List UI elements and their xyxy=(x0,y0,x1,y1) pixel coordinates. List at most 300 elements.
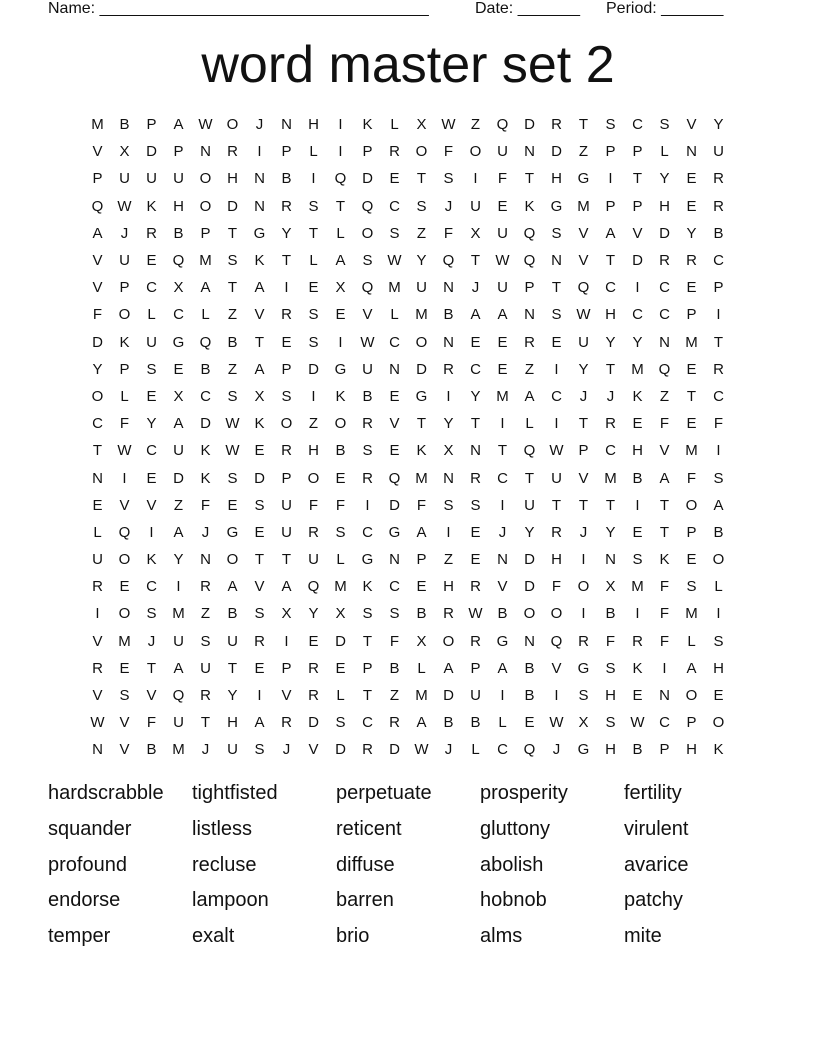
grid-letter[interactable]: G xyxy=(577,659,590,677)
grid-letter[interactable]: Y xyxy=(227,687,238,705)
grid-letter[interactable]: R xyxy=(200,687,211,705)
grid-letter[interactable]: F xyxy=(119,415,130,433)
grid-letter[interactable]: R xyxy=(443,360,454,378)
grid-letter[interactable]: F xyxy=(416,496,427,514)
grid-letter[interactable]: P xyxy=(281,143,292,161)
grid-letter[interactable]: A xyxy=(497,306,508,324)
grid-letter[interactable]: I xyxy=(554,687,559,705)
grid-letter[interactable]: X xyxy=(173,279,184,297)
grid-letter[interactable]: I xyxy=(122,469,127,487)
grid-letter[interactable]: X xyxy=(416,632,427,650)
grid-letter[interactable]: E xyxy=(470,523,481,541)
grid-letter[interactable]: W xyxy=(414,741,429,759)
grid-letter[interactable]: A xyxy=(92,224,103,242)
grid-letter[interactable]: R xyxy=(578,632,589,650)
grid-letter[interactable]: N xyxy=(551,252,562,270)
grid-letter[interactable]: T xyxy=(659,496,670,514)
grid-letter[interactable]: T xyxy=(551,496,562,514)
grid-letter[interactable]: A xyxy=(173,523,184,541)
grid-letter[interactable]: E xyxy=(686,279,697,297)
grid-letter[interactable]: B xyxy=(362,387,373,405)
grid-letter[interactable]: I xyxy=(95,605,100,623)
grid-letter[interactable]: O xyxy=(199,197,212,215)
grid-letter[interactable]: V xyxy=(92,252,103,270)
grid-letter[interactable]: Y xyxy=(146,415,157,433)
grid-letter[interactable]: D xyxy=(524,551,535,569)
grid-letter[interactable]: V xyxy=(146,496,157,514)
grid-letter[interactable]: E xyxy=(551,333,562,351)
grid-letter[interactable]: S xyxy=(551,306,562,324)
grid-letter[interactable]: J xyxy=(444,197,453,215)
grid-letter[interactable]: J xyxy=(255,116,264,134)
grid-letter[interactable]: M xyxy=(334,578,347,596)
grid-letter[interactable]: K xyxy=(524,197,535,215)
grid-letter[interactable]: B xyxy=(227,605,238,623)
grid-letter[interactable]: P xyxy=(281,469,292,487)
grid-letter[interactable]: O xyxy=(199,170,212,188)
grid-letter[interactable]: G xyxy=(415,387,428,405)
grid-letter[interactable]: U xyxy=(551,469,562,487)
grid-letter[interactable]: F xyxy=(686,469,697,487)
grid-letter[interactable]: M xyxy=(577,197,590,215)
grid-letter[interactable]: U xyxy=(497,279,508,297)
grid-letter[interactable]: S xyxy=(470,496,481,514)
grid-letter[interactable]: V xyxy=(92,632,103,650)
grid-letter[interactable]: E xyxy=(308,279,319,297)
grid-letter[interactable]: J xyxy=(552,741,561,759)
grid-letter[interactable]: R xyxy=(227,143,238,161)
grid-letter[interactable]: F xyxy=(713,415,724,433)
grid-letter[interactable]: E xyxy=(146,469,157,487)
grid-letter[interactable]: R xyxy=(713,360,724,378)
grid-letter[interactable]: N xyxy=(92,741,103,759)
grid-letter[interactable]: E xyxy=(497,197,508,215)
grid-letter[interactable]: N xyxy=(389,360,400,378)
grid-letter[interactable]: V xyxy=(92,687,103,705)
grid-letter[interactable]: U xyxy=(200,659,211,677)
grid-letter[interactable]: E xyxy=(524,714,535,732)
grid-letter[interactable]: T xyxy=(605,496,616,514)
grid-letter[interactable]: Q xyxy=(523,442,536,460)
grid-letter[interactable]: X xyxy=(470,224,481,242)
grid-letter[interactable]: S xyxy=(713,632,724,650)
grid-letter[interactable]: E xyxy=(686,551,697,569)
grid-letter[interactable]: K xyxy=(335,387,346,405)
grid-letter[interactable]: K xyxy=(200,469,211,487)
grid-letter[interactable]: H xyxy=(605,687,616,705)
grid-letter[interactable]: W xyxy=(387,252,402,270)
grid-letter[interactable]: G xyxy=(361,551,374,569)
grid-letter[interactable]: T xyxy=(92,442,103,460)
grid-letter[interactable]: P xyxy=(686,523,697,541)
grid-letter[interactable]: G xyxy=(253,224,266,242)
grid-letter[interactable]: A xyxy=(470,306,481,324)
grid-letter[interactable]: E xyxy=(713,687,724,705)
grid-letter[interactable]: O xyxy=(523,605,536,623)
grid-letter[interactable]: F xyxy=(551,578,562,596)
grid-letter[interactable]: A xyxy=(173,415,184,433)
grid-letter[interactable]: B xyxy=(470,714,481,732)
grid-letter[interactable]: H xyxy=(605,741,616,759)
grid-letter[interactable]: C xyxy=(659,306,670,324)
grid-letter[interactable]: R xyxy=(632,632,643,650)
grid-letter[interactable]: T xyxy=(578,415,589,433)
grid-letter[interactable]: L xyxy=(336,687,345,705)
grid-letter[interactable]: L xyxy=(687,632,696,650)
grid-letter[interactable]: B xyxy=(389,659,400,677)
grid-letter[interactable]: D xyxy=(173,469,184,487)
grid-letter[interactable]: R xyxy=(254,632,265,650)
grid-letter[interactable]: M xyxy=(172,605,185,623)
grid-letter[interactable]: Z xyxy=(416,224,427,242)
grid-letter[interactable]: G xyxy=(388,523,401,541)
grid-letter[interactable]: A xyxy=(254,279,265,297)
grid-letter[interactable]: S xyxy=(605,116,616,134)
grid-letter[interactable]: R xyxy=(470,469,481,487)
grid-letter[interactable]: B xyxy=(497,605,508,623)
grid-letter[interactable]: I xyxy=(581,551,586,569)
grid-letter[interactable]: S xyxy=(686,578,697,596)
grid-letter[interactable]: E xyxy=(92,496,103,514)
grid-letter[interactable]: X xyxy=(416,116,427,134)
grid-letter[interactable]: L xyxy=(471,741,480,759)
grid-letter[interactable]: K xyxy=(362,578,373,596)
grid-letter[interactable]: H xyxy=(308,116,319,134)
grid-letter[interactable]: C xyxy=(146,442,157,460)
grid-letter[interactable]: J xyxy=(201,741,210,759)
grid-letter[interactable]: E xyxy=(632,415,643,433)
grid-letter[interactable]: U xyxy=(470,687,481,705)
grid-letter[interactable]: Q xyxy=(523,741,536,759)
grid-letter[interactable]: Q xyxy=(523,252,536,270)
grid-letter[interactable]: X xyxy=(173,387,184,405)
grid-letter[interactable]: O xyxy=(118,605,131,623)
grid-letter[interactable]: E xyxy=(173,360,184,378)
grid-letter[interactable]: U xyxy=(119,252,130,270)
grid-letter[interactable]: M xyxy=(685,333,698,351)
grid-letter[interactable]: B xyxy=(524,659,535,677)
grid-letter[interactable]: N xyxy=(470,442,481,460)
grid-letter[interactable]: U xyxy=(173,714,184,732)
grid-letter[interactable]: W xyxy=(90,714,105,732)
grid-letter[interactable]: M xyxy=(388,279,401,297)
grid-letter[interactable]: C xyxy=(389,197,400,215)
grid-letter[interactable]: T xyxy=(362,687,373,705)
grid-letter[interactable]: R xyxy=(605,415,616,433)
grid-letter[interactable]: U xyxy=(524,496,535,514)
grid-letter[interactable]: V xyxy=(308,741,319,759)
grid-letter[interactable]: L xyxy=(309,252,318,270)
grid-letter[interactable]: Z xyxy=(443,551,454,569)
grid-letter[interactable]: N xyxy=(659,687,670,705)
grid-letter[interactable]: B xyxy=(632,741,643,759)
grid-letter[interactable]: O xyxy=(280,415,293,433)
grid-letter[interactable]: R xyxy=(362,741,373,759)
grid-letter[interactable]: I xyxy=(446,523,451,541)
grid-letter[interactable]: U xyxy=(416,279,427,297)
grid-letter[interactable]: F xyxy=(659,632,670,650)
grid-letter[interactable]: U xyxy=(227,632,238,650)
grid-letter[interactable]: N xyxy=(92,469,103,487)
grid-letter[interactable]: P xyxy=(686,306,697,324)
period-field[interactable]: Period: _______ xyxy=(606,0,724,17)
grid-letter[interactable]: M xyxy=(172,741,185,759)
grid-letter[interactable]: V xyxy=(92,279,103,297)
grid-letter[interactable]: T xyxy=(605,252,616,270)
grid-letter[interactable]: O xyxy=(712,551,725,569)
grid-letter[interactable]: J xyxy=(147,632,156,650)
grid-letter[interactable]: Q xyxy=(442,252,455,270)
grid-letter[interactable]: T xyxy=(146,659,157,677)
grid-letter[interactable]: H xyxy=(308,442,319,460)
grid-letter[interactable]: S xyxy=(578,687,589,705)
grid-letter[interactable]: D xyxy=(551,143,562,161)
grid-letter[interactable]: Q xyxy=(172,252,185,270)
grid-letter[interactable]: E xyxy=(389,387,400,405)
grid-letter[interactable]: U xyxy=(146,170,157,188)
grid-letter[interactable]: S xyxy=(443,170,454,188)
grid-letter[interactable]: S xyxy=(389,605,400,623)
grid-letter[interactable]: E xyxy=(470,551,481,569)
grid-letter[interactable]: C xyxy=(632,116,643,134)
grid-letter[interactable]: U xyxy=(578,333,589,351)
grid-letter[interactable]: T xyxy=(578,116,589,134)
grid-letter[interactable]: R xyxy=(443,605,454,623)
grid-letter[interactable]: A xyxy=(659,469,670,487)
grid-letter[interactable]: L xyxy=(525,415,534,433)
grid-letter[interactable]: R xyxy=(146,224,157,242)
grid-letter[interactable]: B xyxy=(227,333,238,351)
grid-letter[interactable]: G xyxy=(226,523,239,541)
name-field[interactable]: Name: _____________________________________ xyxy=(48,0,429,17)
grid-letter[interactable]: S xyxy=(362,442,373,460)
grid-letter[interactable]: T xyxy=(578,496,589,514)
grid-letter[interactable]: X xyxy=(335,605,346,623)
grid-letter[interactable]: Q xyxy=(118,523,131,541)
grid-letter[interactable]: N xyxy=(389,551,400,569)
grid-letter[interactable]: S xyxy=(200,632,211,650)
grid-letter[interactable]: F xyxy=(146,714,157,732)
grid-letter[interactable]: C xyxy=(497,469,508,487)
grid-letter[interactable]: S xyxy=(146,605,157,623)
grid-letter[interactable]: Y xyxy=(713,116,724,134)
grid-letter[interactable]: T xyxy=(254,551,265,569)
grid-letter[interactable]: I xyxy=(554,415,559,433)
grid-letter[interactable]: P xyxy=(605,197,616,215)
grid-letter[interactable]: S xyxy=(254,496,265,514)
grid-letter[interactable]: G xyxy=(496,632,509,650)
grid-letter[interactable]: S xyxy=(362,605,373,623)
grid-letter[interactable]: W xyxy=(198,116,213,134)
grid-letter[interactable]: F xyxy=(389,632,400,650)
grid-letter[interactable]: Y xyxy=(578,360,589,378)
grid-letter[interactable]: O xyxy=(118,306,131,324)
grid-letter[interactable]: W xyxy=(576,306,591,324)
grid-letter[interactable]: E xyxy=(119,659,130,677)
grid-letter[interactable]: N xyxy=(686,143,697,161)
grid-letter[interactable]: S xyxy=(659,116,670,134)
grid-letter[interactable]: T xyxy=(524,469,535,487)
grid-letter[interactable]: S xyxy=(335,714,346,732)
grid-letter[interactable]: I xyxy=(338,333,343,351)
grid-letter[interactable]: O xyxy=(226,116,239,134)
grid-letter[interactable]: S xyxy=(605,659,616,677)
grid-letter[interactable]: J xyxy=(606,387,615,405)
grid-letter[interactable]: L xyxy=(417,659,426,677)
grid-letter[interactable]: I xyxy=(149,523,154,541)
grid-letter[interactable]: I xyxy=(500,415,505,433)
grid-letter[interactable]: I xyxy=(635,605,640,623)
grid-letter[interactable]: F xyxy=(443,143,454,161)
grid-letter[interactable]: M xyxy=(685,605,698,623)
grid-letter[interactable]: R xyxy=(713,197,724,215)
grid-letter[interactable]: E xyxy=(254,523,265,541)
grid-letter[interactable]: K xyxy=(146,197,157,215)
grid-letter[interactable]: O xyxy=(334,415,347,433)
grid-letter[interactable]: D xyxy=(524,578,535,596)
grid-letter[interactable]: F xyxy=(335,496,346,514)
grid-letter[interactable]: C xyxy=(200,387,211,405)
grid-letter[interactable]: Q xyxy=(172,687,185,705)
grid-letter[interactable]: T xyxy=(200,714,211,732)
grid-letter[interactable]: L xyxy=(201,306,210,324)
grid-letter[interactable]: Q xyxy=(91,197,104,215)
grid-letter[interactable]: E xyxy=(632,687,643,705)
grid-letter[interactable]: H xyxy=(173,197,184,215)
grid-letter[interactable]: E xyxy=(146,387,157,405)
grid-letter[interactable]: T xyxy=(497,442,508,460)
grid-letter[interactable]: E xyxy=(335,659,346,677)
grid-letter[interactable]: V xyxy=(497,578,508,596)
grid-letter[interactable]: H xyxy=(686,741,697,759)
grid-letter[interactable]: W xyxy=(441,116,456,134)
grid-letter[interactable]: N xyxy=(605,551,616,569)
grid-letter[interactable]: E xyxy=(686,415,697,433)
grid-letter[interactable]: P xyxy=(524,279,535,297)
grid-letter[interactable]: S xyxy=(713,469,724,487)
grid-letter[interactable]: Z xyxy=(308,415,319,433)
grid-letter[interactable]: H xyxy=(227,714,238,732)
grid-letter[interactable]: S xyxy=(308,333,319,351)
grid-letter[interactable]: A xyxy=(605,224,616,242)
grid-letter[interactable]: P xyxy=(362,143,373,161)
date-field[interactable]: Date: _______ xyxy=(475,0,580,17)
grid-letter[interactable]: V xyxy=(254,578,265,596)
grid-letter[interactable]: M xyxy=(415,469,428,487)
grid-letter[interactable]: H xyxy=(551,170,562,188)
grid-letter[interactable]: A xyxy=(173,116,184,134)
grid-letter[interactable]: L xyxy=(336,551,345,569)
grid-letter[interactable]: E xyxy=(254,442,265,460)
grid-letter[interactable]: D xyxy=(659,224,670,242)
grid-letter[interactable]: A xyxy=(524,387,535,405)
grid-letter[interactable]: R xyxy=(470,578,481,596)
grid-letter[interactable]: I xyxy=(635,496,640,514)
grid-letter[interactable]: S xyxy=(227,469,238,487)
grid-letter[interactable]: I xyxy=(365,496,370,514)
grid-letter[interactable]: Z xyxy=(524,360,535,378)
grid-letter[interactable]: R xyxy=(551,523,562,541)
grid-letter[interactable]: P xyxy=(578,442,589,460)
grid-letter[interactable]: C xyxy=(470,360,481,378)
grid-letter[interactable]: W xyxy=(468,605,483,623)
grid-letter[interactable]: I xyxy=(635,279,640,297)
grid-letter[interactable]: U xyxy=(227,741,238,759)
grid-letter[interactable]: T xyxy=(632,170,643,188)
grid-letter[interactable]: S xyxy=(254,741,265,759)
grid-letter[interactable]: Q xyxy=(658,360,671,378)
grid-letter[interactable]: I xyxy=(446,387,451,405)
grid-letter[interactable]: A xyxy=(335,252,346,270)
grid-letter[interactable]: G xyxy=(577,170,590,188)
grid-letter[interactable]: P xyxy=(92,170,103,188)
grid-letter[interactable]: Y xyxy=(605,333,616,351)
grid-letter[interactable]: T xyxy=(281,252,292,270)
grid-letter[interactable]: A xyxy=(416,523,427,541)
grid-letter[interactable]: J xyxy=(471,279,480,297)
grid-letter[interactable]: K xyxy=(200,442,211,460)
grid-letter[interactable]: F xyxy=(497,170,508,188)
grid-letter[interactable]: S xyxy=(308,197,319,215)
grid-letter[interactable]: E xyxy=(146,252,157,270)
grid-letter[interactable]: S xyxy=(551,224,562,242)
grid-letter[interactable]: L xyxy=(390,306,399,324)
grid-letter[interactable]: A xyxy=(713,496,724,514)
grid-letter[interactable]: R xyxy=(659,252,670,270)
grid-letter[interactable]: X xyxy=(254,387,265,405)
grid-letter[interactable]: D xyxy=(335,741,346,759)
grid-letter[interactable]: P xyxy=(470,659,481,677)
grid-letter[interactable]: E xyxy=(389,170,400,188)
grid-letter[interactable]: R xyxy=(92,578,103,596)
grid-letter[interactable]: B xyxy=(173,224,184,242)
grid-letter[interactable]: T xyxy=(281,551,292,569)
grid-letter[interactable]: P xyxy=(146,116,157,134)
grid-letter[interactable]: C xyxy=(146,578,157,596)
grid-letter[interactable]: E xyxy=(686,170,697,188)
grid-letter[interactable]: T xyxy=(470,415,481,433)
grid-letter[interactable]: M xyxy=(631,360,644,378)
grid-letter[interactable]: T xyxy=(416,170,427,188)
grid-letter[interactable]: X xyxy=(605,578,616,596)
grid-letter[interactable]: O xyxy=(550,605,563,623)
grid-letter[interactable]: C xyxy=(551,387,562,405)
grid-letter[interactable]: R xyxy=(200,578,211,596)
grid-letter[interactable]: H xyxy=(659,197,670,215)
grid-letter[interactable]: Y xyxy=(173,551,184,569)
grid-letter[interactable]: E xyxy=(254,659,265,677)
grid-letter[interactable]: C xyxy=(497,741,508,759)
grid-letter[interactable]: C xyxy=(362,523,373,541)
grid-letter[interactable]: B xyxy=(524,687,535,705)
grid-letter[interactable]: U xyxy=(281,496,292,514)
grid-letter[interactable]: J xyxy=(201,523,210,541)
grid-letter[interactable]: K xyxy=(416,442,427,460)
grid-letter[interactable]: I xyxy=(473,170,478,188)
grid-letter[interactable]: R xyxy=(524,333,535,351)
grid-letter[interactable]: V xyxy=(578,252,589,270)
grid-letter[interactable]: G xyxy=(334,360,347,378)
grid-letter[interactable]: L xyxy=(120,387,129,405)
grid-letter[interactable]: O xyxy=(577,578,590,596)
grid-letter[interactable]: D xyxy=(227,197,238,215)
grid-letter[interactable]: Y xyxy=(281,224,292,242)
grid-letter[interactable]: O xyxy=(361,224,374,242)
grid-letter[interactable]: Z xyxy=(659,387,670,405)
grid-letter[interactable]: V xyxy=(578,469,589,487)
grid-letter[interactable]: A xyxy=(443,659,454,677)
grid-letter[interactable]: A xyxy=(200,279,211,297)
